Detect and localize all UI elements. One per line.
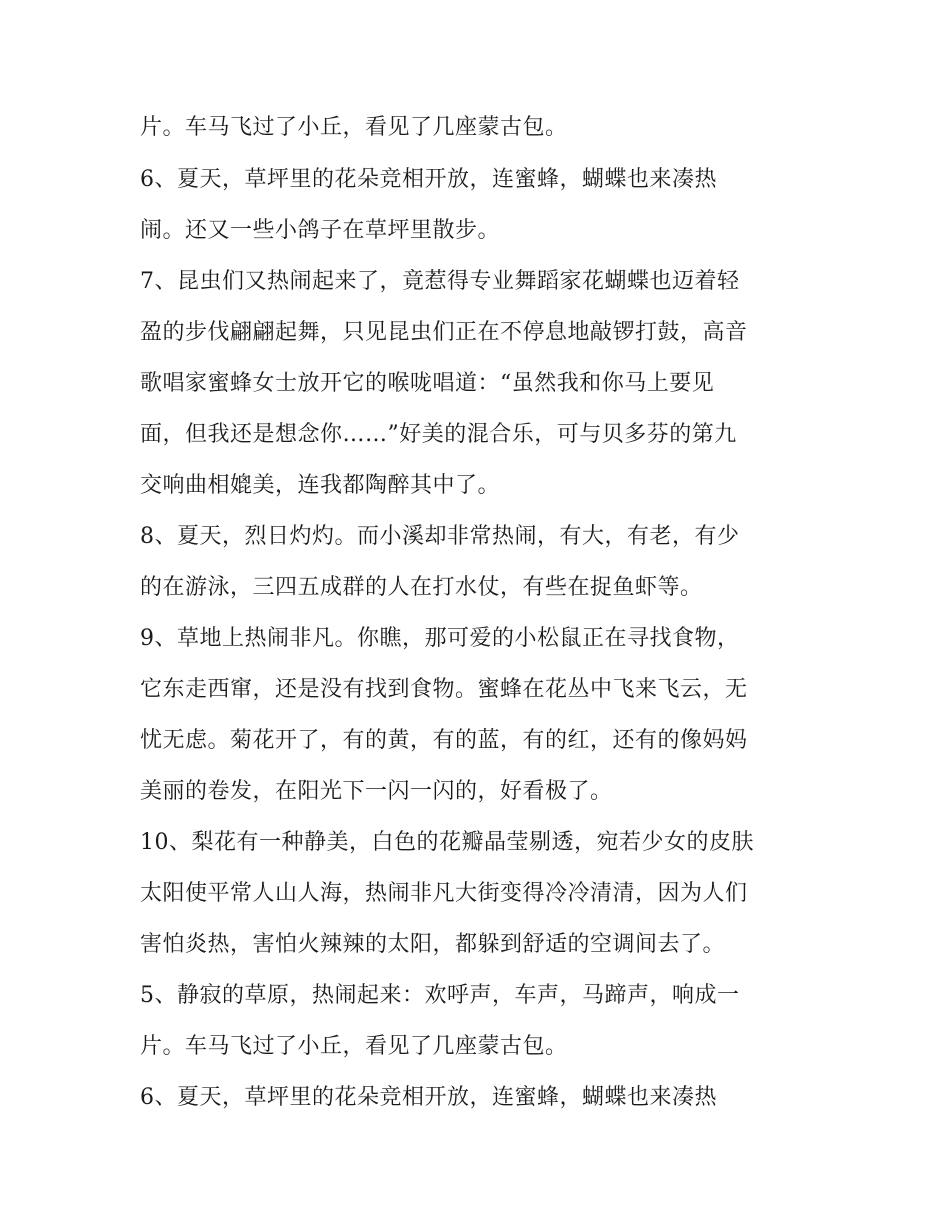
text-line-6: 歌唱家蜜蜂女士放开它的喉咙唱道：“虽然我和你马上要见 xyxy=(140,371,715,396)
text-line-1: 片。车马飞过了小丘，看见了几座蒙古包。 xyxy=(140,115,568,140)
text-line-11: 9、草地上热闹非凡。你瞧，那可爱的小松鼠正在寻找食物， xyxy=(140,626,740,651)
text-line-2: 6、夏天，草坪里的花朵竞相开放，连蜜蜂，蝴蝶也来凑热 xyxy=(140,167,717,192)
text-line-18: 5、静寂的草原，热闹起来：欢呼声，车声，马蹄声，响成一 xyxy=(140,983,740,1008)
text-line-13: 忧无虑。菊花开了，有的黄，有的蓝，有的红，还有的像妈妈 xyxy=(140,728,748,753)
text-line-5: 盈的步伐翩翩起舞，只见昆虫们正在不停息地敲锣打鼓，高音 xyxy=(140,320,748,345)
text-line-7: 面，但我还是想念你……”好美的混合乐，可与贝多芬的第九 xyxy=(140,422,737,447)
text-line-17: 害怕炎热，害怕火辣辣的太阳，都躲到舒适的空调间去了。 xyxy=(140,932,726,957)
text-line-12: 它东走西窜，还是没有找到食物。蜜蜂在花丛中飞来飞云，无 xyxy=(140,677,748,702)
text-line-8: 交响曲相媲美，连我都陶醉其中了。 xyxy=(140,473,501,498)
text-line-14: 美丽的卷发，在阳光下一闪一闪的，好看极了。 xyxy=(140,779,613,804)
text-line-10: 的在游泳，三四五成群的人在打水仗，有些在捉鱼虾等。 xyxy=(140,575,703,600)
text-line-19: 片。车马飞过了小丘，看见了几座蒙古包。 xyxy=(140,1034,568,1059)
text-line-4: 7、昆虫们又热闹起来了，竟惹得专业舞蹈家花蝴蝶也迈着轻 xyxy=(140,269,740,294)
text-line-3: 闹。还又一些小鸽子在草坪里散步。 xyxy=(140,218,501,243)
text-line-20: 6、夏天，草坪里的花朵竞相开放，连蜜蜂，蝴蝶也来凑热 xyxy=(140,1085,717,1110)
text-line-16: 太阳使平常人山人海，热闹非凡大街变得冷冷清清，因为人们 xyxy=(140,881,748,906)
text-line-15: 10、梨花有一种静美，白色的花瓣晶莹剔透，宛若少女的皮肤 xyxy=(140,830,754,855)
text-line-9: 8、夏天，烈日灼灼。而小溪却非常热闹，有大，有老，有少 xyxy=(140,524,740,549)
